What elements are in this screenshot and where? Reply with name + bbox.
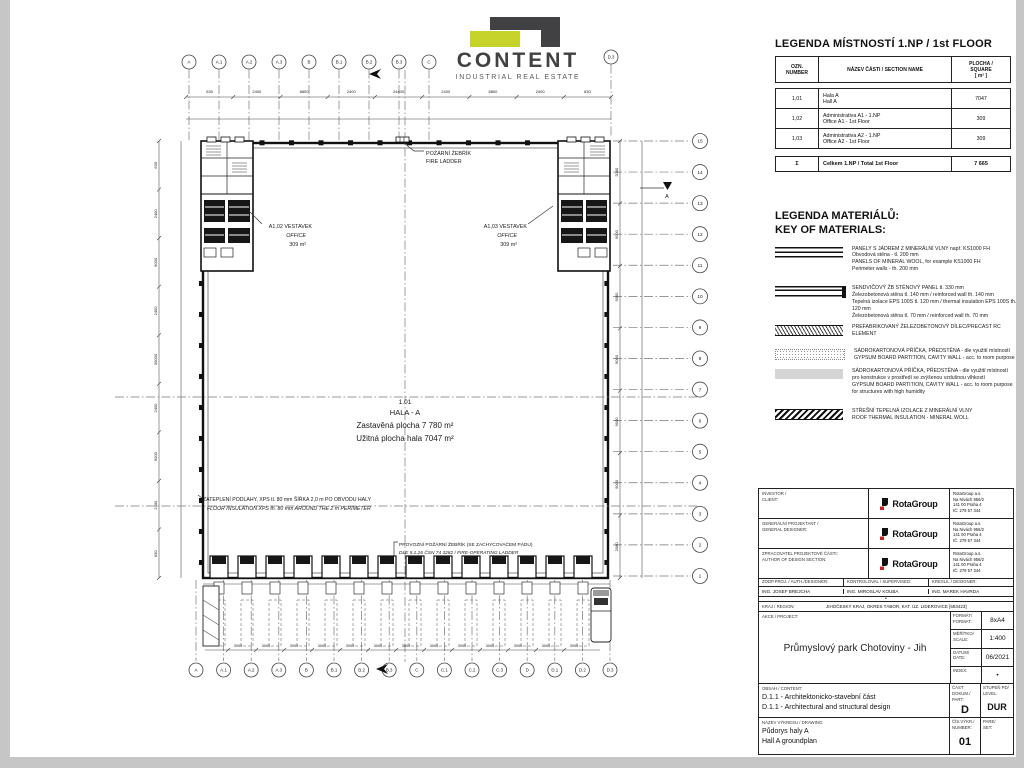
office-left-label: A1,02 VESTAVEK bbox=[268, 224, 312, 230]
dim-value: 2080 bbox=[614, 167, 619, 177]
region-value: JIHOČESKÝ KRAJ, OKRES TÁBOR, KAT. ÚZ. LIDEROVICE [683423] bbox=[826, 604, 967, 609]
brand-tagline: INDUSTRIAL REAL ESTATE bbox=[455, 74, 581, 82]
truck-stand bbox=[577, 600, 589, 646]
dock-door-panel bbox=[548, 556, 562, 564]
dock-leveler bbox=[550, 582, 560, 594]
drawing-row: NÁZEV VÝKRESU / DRAWING: Půdorys haly A Hall A groundplan ČÍS.VÝKR./ NUMBER: 01 PARE/ SET: bbox=[759, 718, 1013, 754]
material-item bbox=[775, 285, 1020, 320]
material-description: SÁDROKARTONOVÁ PŘÍČKA, PŘEDSTĚNA - dle využití místností GYPSUM BOARD PARTITION, CAVITY WALL - acc. to room purpose bbox=[854, 348, 1015, 362]
dock-door-panel bbox=[240, 556, 254, 564]
office-block bbox=[201, 137, 253, 271]
dim-value: 3000 bbox=[373, 644, 383, 648]
dim-value: 8800 bbox=[488, 89, 498, 94]
truck-stand bbox=[269, 600, 281, 646]
room-legend-row: 1,02 Administrativa A1 - 1.NP Office A1 - 1st Floor 309 bbox=[776, 108, 1010, 128]
company-address: RotaGroup a.s. Na Nivách 956/2 141 00 Praha 4 IČ: 279 57 344 bbox=[953, 521, 984, 544]
grid-bubble-label: 7 bbox=[698, 388, 702, 394]
dock-door-panel bbox=[380, 556, 394, 564]
grid-bubble-label: B.1 bbox=[330, 667, 338, 673]
section-marker-label: A bbox=[665, 194, 669, 200]
truck-stand bbox=[409, 600, 421, 646]
people-names: ING. JOSEF BREJCHA ING. MIROSLAV KOUBA ING. MAREK HAVRDA bbox=[759, 587, 1013, 597]
rotagroup-wordmark: RotaGroup bbox=[892, 528, 938, 539]
company-row: ZPRACOVATEL PROJEKTOVÉ ČÁSTI: AUTHOR OF DESIGN SECTION: RotaGroup RotaGroup a.s. Na Nivách 956/2 141 00 Praha 4 IČ: 279 57 344 bbox=[759, 549, 1013, 579]
hall-built-area: Zastavěná plocha 7 780 m² bbox=[356, 421, 454, 430]
floor-insulation-en: FLOOR INSULATION XPS th. 80 mm AROUND THE 2 m PERIMETER bbox=[207, 506, 371, 512]
dim-value: 2400 bbox=[153, 209, 158, 219]
dock-door-panel bbox=[408, 556, 422, 564]
dock-door-panel bbox=[492, 556, 506, 564]
grid-bubble-label: 13 bbox=[697, 201, 703, 207]
rotagroup-wordmark: RotaGroup bbox=[892, 558, 938, 569]
grid-bubble-label: 12 bbox=[697, 232, 703, 238]
room-legend-row: 1,03 Administrativa A2 - 1.NP Office A2 - 1st Floor 309 bbox=[776, 128, 1010, 148]
column-mark bbox=[348, 140, 353, 145]
column-mark bbox=[496, 140, 501, 145]
column-mark bbox=[199, 529, 204, 534]
column-mark bbox=[437, 140, 442, 145]
grid-bubble-label: B bbox=[307, 59, 311, 65]
material-swatch-panel bbox=[775, 286, 843, 298]
material-swatch-zigzag bbox=[775, 409, 843, 420]
hall-usable-area: Užitná plocha hala 7047 m² bbox=[356, 434, 454, 443]
grid-bubble-label: A.2 bbox=[245, 59, 253, 65]
dim-value: 3000 bbox=[261, 644, 271, 648]
company-address: RotaGroup a.s. Na Nivách 956/2 141 00 Praha 4 IČ: 279 57 344 bbox=[953, 491, 984, 514]
dock-door-panel bbox=[352, 556, 366, 564]
office-right-label: A1,03 VESTAVEK bbox=[483, 224, 527, 230]
grid-bubble-label: C.3 bbox=[496, 667, 504, 673]
grid-bubble-label: D.3 bbox=[607, 54, 615, 60]
dim-value: 9000 bbox=[153, 257, 158, 267]
content-label: OBSAH / CONTENT: bbox=[762, 686, 803, 691]
column-mark bbox=[604, 312, 609, 317]
dim-value: 24400 bbox=[392, 89, 405, 94]
grid-bubble-label: 6 bbox=[698, 419, 702, 425]
office-block bbox=[558, 137, 610, 271]
dim-value: 9000 bbox=[614, 230, 619, 240]
dim-value: 630 bbox=[584, 89, 591, 94]
drawing-line-en: Hall A groundplan bbox=[762, 738, 817, 746]
grid-bubble-label: 9 bbox=[698, 326, 702, 332]
dim-value: 3000 bbox=[401, 644, 411, 648]
dock-leveler bbox=[410, 582, 420, 594]
dim-value: 630 bbox=[153, 550, 158, 558]
grid-bubble-label: 8 bbox=[698, 357, 702, 363]
grid-bubble-label: 2 bbox=[698, 543, 702, 549]
region-row bbox=[759, 602, 1013, 612]
revision-dot: • bbox=[759, 597, 1013, 602]
hall-outline bbox=[203, 143, 608, 578]
drawing-label: NÁZEV VÝKRESU / DRAWING: bbox=[762, 720, 824, 725]
fire-ladder-label-en: FIRE LADDER bbox=[426, 159, 462, 165]
column-mark bbox=[378, 140, 383, 145]
dim-value: 2400 bbox=[252, 89, 262, 94]
column-mark bbox=[289, 140, 294, 145]
material-description: PANELY S JÁDREM Z MINERÁLNÍ VLNY např. KS1000 FH Obvodová stěna - tl. 200 mm PANELS OF MINERAL WOOL, for example KS1000 FH Perimeter walls - th. 200 mm bbox=[852, 245, 990, 273]
room-legend-row: 1,01 Hala A Hall A 7047 bbox=[776, 89, 1010, 108]
material-swatch-hatch bbox=[775, 325, 843, 336]
part-value: D bbox=[961, 703, 969, 716]
dim-value: 2400 bbox=[153, 500, 158, 510]
fire-ladder-label: POŽÁRNÍ ŽEBŘÍK bbox=[426, 151, 471, 157]
arrow-marker-icon bbox=[369, 69, 381, 79]
people-headers: ZODP.PROJ. / AUTH./DESIGNER: KONTROLOVAL / SUPERVISED: KRESLIL / DESIGNER: bbox=[759, 579, 1013, 587]
column-mark bbox=[604, 529, 609, 534]
column-mark bbox=[199, 467, 204, 472]
meta-row: MĚŘÍTKO/ SCALE: 1:400 bbox=[951, 630, 1013, 648]
grid-bubble-label: A.2 bbox=[247, 667, 255, 673]
dim-value: 9000 bbox=[614, 479, 619, 489]
dim-value: 2400 bbox=[153, 306, 158, 316]
grid-bubble-label: A.3 bbox=[275, 667, 283, 673]
project-row bbox=[759, 612, 1013, 684]
brand-name: CONTENT bbox=[456, 49, 580, 72]
material-swatch-lines3 bbox=[775, 247, 843, 258]
dock-door-panel bbox=[324, 556, 338, 564]
room-legend-title: LEGENDA MÍSTNOSTÍ 1.NP / 1st FLOOR bbox=[775, 38, 993, 50]
room-legend bbox=[775, 38, 1011, 172]
dock-leveler bbox=[298, 582, 308, 594]
dock-leveler bbox=[270, 582, 280, 594]
logo-dark-bar bbox=[490, 17, 560, 30]
column-mark bbox=[199, 436, 204, 441]
grid-bubble-label: D.1 bbox=[551, 667, 559, 673]
truck-stand bbox=[465, 600, 477, 646]
dim-value: 3000 bbox=[289, 644, 299, 648]
room-legend-rows bbox=[775, 88, 1011, 149]
grid-bubble-label: D bbox=[525, 667, 529, 673]
column-mark bbox=[604, 467, 609, 472]
grid-bubble-label: C.1 bbox=[440, 667, 448, 673]
grid-bubble-label: 1 bbox=[698, 574, 702, 580]
content-line-cz: D.1.1 - Architektonicko-stavební část bbox=[762, 693, 876, 701]
ramp bbox=[203, 586, 219, 646]
grid-bubble-label: B.1 bbox=[335, 59, 343, 65]
grid-bubble-label: 11 bbox=[697, 263, 703, 269]
column-mark bbox=[604, 498, 609, 503]
level-value: DUR bbox=[987, 701, 1007, 712]
meta-row: FORMÁT/ FORMAT: 8xA4 bbox=[951, 612, 1013, 630]
column-mark bbox=[199, 405, 204, 410]
dock-door-panel bbox=[212, 556, 226, 564]
office-right-type: OFFICE bbox=[497, 233, 517, 239]
grid-bubble-label: C bbox=[427, 59, 431, 65]
grid-bubble-label: D.2 bbox=[578, 667, 586, 673]
content-row: OBSAH / CONTENT: D.1.1 - Architektonicko-stavební část D.1.1 - Architectural and structural design ČÁST DOKUM./ PART: D STUPEŇ PD/ LEVEL: DUR bbox=[759, 684, 1013, 718]
dock-leveler bbox=[354, 582, 364, 594]
dim-value: 3000 bbox=[457, 644, 467, 648]
region-label: KRAJ / REGION: bbox=[762, 603, 795, 609]
column-mark bbox=[604, 281, 609, 286]
dim-value: 9000 bbox=[614, 292, 619, 302]
column-mark bbox=[319, 140, 324, 145]
dock-door-panel bbox=[268, 556, 282, 564]
grid-bubble-label: C.2 bbox=[468, 667, 476, 673]
material-item bbox=[775, 368, 1020, 396]
rotagroup-icon bbox=[880, 498, 890, 510]
dim-value: 3000 bbox=[317, 644, 327, 648]
material-description: SÁDROKARTONOVÁ PŘÍČKA, PŘEDSTĚNA - dle využití místností pro konstrukce v prostředí se zvýšenou vzdušnou vlhkostí GYPSUM BOARD PARTITION, CAVITY WALL - acc. to room purpose for structures with high humidity bbox=[852, 368, 1013, 395]
column-mark bbox=[604, 560, 609, 565]
truck-stand bbox=[437, 600, 449, 646]
material-description: PREFABRIKOVANÝ ŽELEZOBETONOVÝ DÍLEC/PRECAST RC ELEMENT bbox=[852, 323, 1001, 337]
column-mark bbox=[604, 436, 609, 441]
materials-title-en: KEY OF MATERIALS: bbox=[775, 223, 886, 236]
dim-value: 3000 bbox=[569, 644, 579, 648]
dim-value: 3000 bbox=[513, 644, 523, 648]
dim-value: 2400 bbox=[441, 89, 451, 94]
operating-ladder-cz: PROVOZNÍ POŽÁRNÍ ŽEBŘÍK (SE ZACHYCOVAČEM PÁDU) bbox=[399, 543, 533, 548]
title-block bbox=[758, 488, 1014, 755]
rotagroup-icon bbox=[880, 558, 890, 570]
project-label: AKCE / PROJECT: bbox=[762, 614, 799, 619]
column-mark bbox=[260, 140, 265, 145]
drawing-line-cz: Půdorys haly A bbox=[762, 727, 809, 735]
office-left-type: OFFICE bbox=[286, 233, 306, 239]
material-item bbox=[775, 246, 1020, 274]
material-description: SENDVIČOVÝ ŽB STĚNOVÝ PANEL tl. 330 mm Železobetonová stěna tl. 140 mm / reinforced wall th. 140 mm Tepelná izolace EPS 100S tl. 120 mm / thermal insulation EPS 100S th. 120 mm Železobetonová stěna tl. 70 mm / reinforced wall th. 70 mm bbox=[852, 285, 1017, 319]
dock-leveler bbox=[494, 582, 504, 594]
dim-value: 30000 bbox=[153, 353, 158, 366]
dock-leveler bbox=[466, 582, 476, 594]
rotagroup-wordmark: RotaGroup bbox=[892, 498, 938, 509]
company-address: RotaGroup a.s. Na Nivách 956/2 141 00 Praha 4 IČ: 279 57 344 bbox=[953, 551, 984, 574]
grid-bubble-label: 15 bbox=[697, 139, 703, 145]
materials-title-cz: LEGENDA MATERIÁLŮ: bbox=[775, 210, 900, 222]
dim-value: 630 bbox=[153, 161, 158, 169]
dim-value: 2080 bbox=[614, 542, 619, 552]
column-mark bbox=[604, 374, 609, 379]
column-mark bbox=[199, 374, 204, 379]
grid-bubble-label: 14 bbox=[697, 170, 703, 176]
materials-list bbox=[775, 246, 1020, 422]
truck-stand bbox=[493, 600, 505, 646]
project-name: Průmyslový park Chotoviny - Jih bbox=[783, 642, 927, 654]
grid-bubble-label: A.3 bbox=[275, 59, 283, 65]
dim-value: 3000 bbox=[345, 644, 355, 648]
dock-leveler bbox=[578, 582, 588, 594]
material-swatch-dotted bbox=[775, 349, 845, 360]
floor-insulation-cz: ZATEPLENÍ PODLAHY, XPS tl. 80 mm ŠÍŘKA 2,0 m PO OBVODU HALY bbox=[203, 497, 372, 503]
grid-bubble-label: 5 bbox=[698, 450, 702, 456]
set-value bbox=[981, 731, 1013, 754]
operating-ladder-en: DLE 5.1.26 ČSN 74 3282 / FIRE-OPERATING LADDER bbox=[399, 551, 519, 556]
truck-stand bbox=[381, 600, 393, 646]
column-mark bbox=[604, 405, 609, 410]
office-right-area: 309 m² bbox=[500, 242, 517, 248]
section-marker bbox=[640, 182, 672, 200]
column-mark bbox=[466, 140, 471, 145]
dim-value: 2400 bbox=[153, 403, 158, 413]
project-meta bbox=[950, 612, 1013, 684]
dim-value: 9000 bbox=[153, 452, 158, 462]
dock-door-panel bbox=[436, 556, 450, 564]
truck-stand bbox=[353, 600, 365, 646]
dim-value: 3000 bbox=[429, 644, 439, 648]
dim-value: 3000 bbox=[485, 644, 495, 648]
dock-leveler bbox=[438, 582, 448, 594]
grid-bubble-label: B.3 bbox=[385, 667, 393, 673]
column-mark bbox=[199, 560, 204, 565]
grid-bubble-label: 10 bbox=[697, 295, 703, 301]
dock-door-panel bbox=[576, 556, 590, 564]
column-mark bbox=[199, 312, 204, 317]
column-mark bbox=[199, 343, 204, 348]
floor-plan bbox=[100, 40, 720, 700]
company-row: INVESTOR / CLIENT: RotaGroup RotaGroup a.s. Na Nivách 956/2 141 00 Praha 4 IČ: 279 57 344 bbox=[759, 489, 1013, 519]
room-legend-header: OZN. NUMBER NÁZEV ČÁSTI / SECTION NAME PLOCHA / SQUARE [ m² ] bbox=[775, 56, 1011, 83]
grid-bubble-label: B.3 bbox=[395, 59, 403, 65]
material-item bbox=[775, 324, 1020, 338]
company-row: GENERÁLNÍ PROJEKTANT / GENERAL DESIGNER: RotaGroup RotaGroup a.s. Na Nivách 956/2 141 00 Praha 4 IČ: 279 57 344 bbox=[759, 519, 1013, 549]
dock-leveler bbox=[242, 582, 252, 594]
truck-icon bbox=[591, 588, 611, 642]
hall-name: HALA - A bbox=[389, 408, 421, 417]
dim-value: 9000 bbox=[614, 417, 619, 427]
number-value: 01 bbox=[958, 736, 972, 749]
grid-bubble-label: D.3 bbox=[606, 667, 614, 673]
material-swatch-gray bbox=[775, 369, 843, 379]
rotagroup-icon bbox=[880, 528, 890, 540]
dock-door-panel bbox=[296, 556, 310, 564]
grid-bubble-label: 3 bbox=[698, 512, 702, 518]
grid-bubble-label: B.2 bbox=[365, 59, 373, 65]
dock-door-panel bbox=[520, 556, 534, 564]
meta-row: DATUM/ DATE: 06/2021 bbox=[951, 649, 1013, 667]
column-mark bbox=[604, 343, 609, 348]
grid-bubble-label: 4 bbox=[698, 481, 702, 487]
truck-stand bbox=[297, 600, 309, 646]
grid-bubble-label: A.1 bbox=[220, 667, 227, 673]
grid-bubble-label: A.1 bbox=[215, 59, 223, 65]
grid-bubble-label: B bbox=[304, 667, 308, 673]
material-item bbox=[775, 408, 1020, 422]
grid-bubble-label: A bbox=[194, 667, 198, 673]
dock-leveler bbox=[522, 582, 532, 594]
dim-value: 8800 bbox=[299, 89, 309, 94]
dim-value: 9000 bbox=[614, 355, 619, 364]
room-legend-total: Σ Celkem 1.NP / Total 1st Floor 7 665 bbox=[775, 156, 1011, 172]
column-mark bbox=[525, 140, 530, 145]
dim-value: 630 bbox=[206, 89, 213, 94]
dim-value: 2400 bbox=[535, 89, 545, 94]
meta-row: INDEX: • bbox=[951, 667, 1013, 684]
content-line-en: D.1.1 - Architectural and structural design bbox=[762, 704, 891, 712]
material-description: STŘEŠNÍ TEPELNÁ IZOLACE Z MINERÁLNÍ VLNY ROOF THERMAL INSULATION - MINERAL WOLL bbox=[852, 407, 973, 421]
materials-key bbox=[775, 210, 1020, 422]
dock-door-panel bbox=[464, 556, 478, 564]
dock-leveler bbox=[382, 582, 392, 594]
grid-bubble-label: C bbox=[415, 667, 419, 673]
dock-leveler bbox=[326, 582, 336, 594]
grid-bubble-label: B.2 bbox=[358, 667, 365, 673]
dim-value: 3000 bbox=[233, 644, 243, 648]
column-mark bbox=[199, 281, 204, 286]
hall-number: 1.01 bbox=[398, 399, 412, 406]
material-item bbox=[775, 348, 1020, 362]
dim-value: 3000 bbox=[541, 644, 551, 648]
dim-value: 2400 bbox=[346, 89, 356, 94]
truck-stand bbox=[325, 600, 337, 646]
grid-bubble-label: A bbox=[187, 59, 191, 65]
office-left-area: 309 m² bbox=[289, 242, 306, 248]
